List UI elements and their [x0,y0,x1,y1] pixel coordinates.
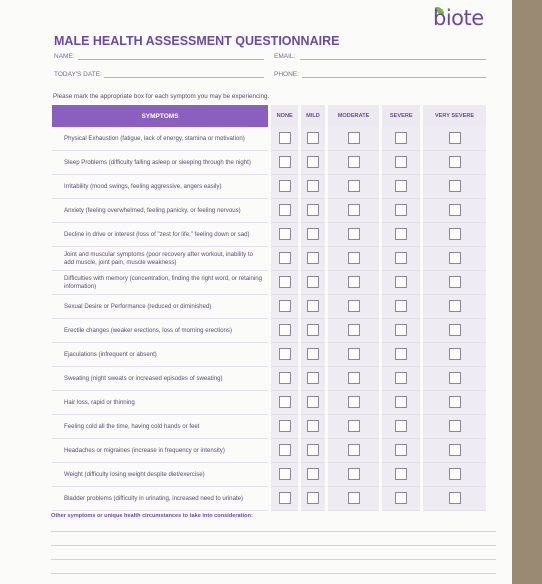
checkbox-severe[interactable] [395,444,407,456]
checkbox-mild[interactable] [307,396,319,408]
cell-mild [300,319,326,343]
name-label: NAME: [54,53,75,60]
write-in-line[interactable] [51,531,496,532]
cell-moderate [326,175,381,199]
cell-moderate [326,463,381,487]
checkbox-severe[interactable] [395,156,407,168]
checkbox-none[interactable] [279,324,291,336]
symptom-label: Sweating (night sweats or increased episodes of sweating) [52,367,270,391]
checkbox-moderate[interactable] [348,252,360,264]
cell-moderate [326,271,381,295]
checkbox-none[interactable] [279,228,291,240]
table-row [52,367,486,391]
symptom-label: Irritability (mood swings, feeling aggressive, angers easily) [52,175,270,199]
checkbox-mild[interactable] [307,180,319,192]
page-title: MALE HEALTH ASSESSMENT QUESTIONNAIRE [54,34,340,48]
cell-severe [381,463,422,487]
cell-moderate [326,439,381,463]
cell-none [270,415,300,439]
table-row [52,319,486,343]
cell-severe [381,415,422,439]
checkbox-none[interactable] [279,492,291,504]
checkbox-none[interactable] [279,444,291,456]
email-field[interactable] [300,59,486,60]
checkbox-moderate[interactable] [348,468,360,480]
cell-very-severe [422,175,486,199]
checkbox-moderate[interactable] [348,396,360,408]
checkbox-mild[interactable] [307,276,319,288]
cell-severe [381,343,422,367]
table-row [52,295,486,319]
cell-very-severe [422,415,486,439]
checkbox-mild[interactable] [307,444,319,456]
cell-severe [381,439,422,463]
cell-moderate [326,223,381,247]
cell-none [270,151,300,175]
checkbox-moderate[interactable] [348,300,360,312]
cell-severe [381,175,422,199]
checkbox-very-severe[interactable] [449,372,461,384]
checkbox-mild[interactable] [307,156,319,168]
checkbox-very-severe[interactable] [449,276,461,288]
cell-mild [300,295,326,319]
cell-none [270,247,300,271]
table-row [52,439,486,463]
checkbox-moderate[interactable] [348,348,360,360]
cell-mild [300,223,326,247]
checkbox-very-severe[interactable] [449,156,461,168]
phone-field[interactable] [302,77,486,78]
cell-mild [300,151,326,175]
checkbox-moderate[interactable] [348,228,360,240]
table-row [52,487,486,511]
cell-mild [300,271,326,295]
cell-mild [300,175,326,199]
symptom-label: Bladder problems (difficulty in urinating, increased need to urinate) [52,487,270,511]
checkbox-severe[interactable] [395,324,407,336]
cell-very-severe [422,151,486,175]
cell-severe [381,127,422,151]
cell-none [270,463,300,487]
checkbox-none[interactable] [279,156,291,168]
cell-moderate [326,151,381,175]
cell-mild [300,367,326,391]
checkbox-moderate[interactable] [348,492,360,504]
cell-none [270,367,300,391]
cell-none [270,127,300,151]
checkbox-none[interactable] [279,204,291,216]
cell-very-severe [422,271,486,295]
checkbox-severe[interactable] [395,372,407,384]
cell-very-severe [422,439,486,463]
symptom-label: Decline in drive or interest (loss of "zest for life," feeling down or sad) [52,223,270,247]
email-label: EMAIL: [274,53,296,60]
table-row [52,199,486,223]
cell-mild [300,415,326,439]
write-in-line[interactable] [51,545,496,546]
cell-severe [381,295,422,319]
checkbox-severe[interactable] [395,420,407,432]
checkbox-mild[interactable] [307,300,319,312]
cell-mild [300,391,326,415]
instructions: Please mark the appropriate box for each symptom you may be experiencing. [53,93,270,100]
checkbox-none[interactable] [279,300,291,312]
cell-severe [381,151,422,175]
col-none: NONE [270,105,300,127]
cell-mild [300,199,326,223]
cell-none [270,223,300,247]
cell-very-severe [422,343,486,367]
checkbox-severe[interactable] [395,276,407,288]
cell-mild [300,463,326,487]
brand-logo [433,6,484,30]
cell-severe [381,199,422,223]
cell-moderate [326,367,381,391]
checkbox-mild[interactable] [307,252,319,264]
table-row [52,151,486,175]
col-moderate: MODERATE [326,105,381,127]
cell-very-severe [422,127,486,151]
cell-severe [381,391,422,415]
checkbox-mild[interactable] [307,492,319,504]
col-very-severe: VERY SEVERE [422,105,486,127]
checkbox-mild[interactable] [307,468,319,480]
cell-moderate [326,295,381,319]
cell-severe [381,223,422,247]
checkbox-mild[interactable] [307,228,319,240]
symptom-label: Weight (difficulty losing weight despite diet/exercise) [52,463,270,487]
cell-very-severe [422,367,486,391]
table-row [52,343,486,367]
checkbox-very-severe[interactable] [449,132,461,144]
cell-very-severe [422,463,486,487]
table-row [52,247,486,271]
date-label: TODAY'S DATE: [54,71,102,78]
date-field[interactable] [104,77,264,78]
cell-moderate [326,415,381,439]
checkbox-mild[interactable] [307,372,319,384]
checkbox-severe[interactable] [395,132,407,144]
table-row [52,391,486,415]
symptom-table [52,105,486,511]
checkbox-mild[interactable] [307,348,319,360]
cell-none [270,175,300,199]
checkbox-severe[interactable] [395,348,407,360]
symptom-label: Anxiety (feeling overwhelmed, feeling panicky, or feeling nervous) [52,199,270,223]
checkbox-none[interactable] [279,180,291,192]
checkbox-none[interactable] [279,396,291,408]
checkbox-severe[interactable] [395,180,407,192]
cell-none [270,295,300,319]
cell-moderate [326,487,381,511]
cell-very-severe [422,391,486,415]
checkbox-very-severe[interactable] [449,300,461,312]
cell-severe [381,319,422,343]
checkbox-none[interactable] [279,252,291,264]
symptom-label: Sexual Desire or Performance (reduced or diminished) [52,295,270,319]
table-row [52,175,486,199]
cell-very-severe [422,319,486,343]
table-row [52,127,486,151]
cell-moderate [326,343,381,367]
symptom-label: Headaches or migraines (increase in frequency or intensity) [52,439,270,463]
checkbox-very-severe[interactable] [449,492,461,504]
write-in-line[interactable] [51,559,496,560]
col-mild: MILD [300,105,326,127]
table-row [52,223,486,247]
checkbox-none[interactable] [279,132,291,144]
checkbox-moderate[interactable] [348,204,360,216]
cell-mild [300,247,326,271]
checkbox-none[interactable] [279,468,291,480]
checkbox-moderate[interactable] [348,132,360,144]
checkbox-mild[interactable] [307,324,319,336]
checkbox-severe[interactable] [395,300,407,312]
checkbox-moderate[interactable] [348,276,360,288]
col-symptoms: SYMPTOMS [52,105,270,127]
cell-very-severe [422,295,486,319]
symptom-label: Joint and muscular symptoms (poor recovery after workout, inability to add muscle, joint pain, muscle weakness) [52,247,270,271]
cell-very-severe [422,487,486,511]
cell-mild [300,439,326,463]
cell-mild [300,127,326,151]
checkbox-severe[interactable] [395,492,407,504]
symptom-label: Hair loss, rapid or thinning [52,391,270,415]
cell-none [270,487,300,511]
cell-severe [381,367,422,391]
cell-severe [381,487,422,511]
table-header-row [52,105,486,127]
cell-mild [300,343,326,367]
cell-none [270,319,300,343]
cell-severe [381,247,422,271]
checkbox-very-severe[interactable] [449,204,461,216]
checkbox-mild[interactable] [307,420,319,432]
checkbox-moderate[interactable] [348,156,360,168]
table-row [52,463,486,487]
checkbox-none[interactable] [279,372,291,384]
checkbox-none[interactable] [279,420,291,432]
checkbox-moderate[interactable] [348,444,360,456]
symptom-label: Feeling cold all the time, having cold hands or feet [52,415,270,439]
checkbox-very-severe[interactable] [449,420,461,432]
checkbox-moderate[interactable] [348,324,360,336]
symptom-label: Physical Exhaustion (fatigue, lack of energy, stamina or motivation) [52,127,270,151]
cell-none [270,199,300,223]
checkbox-very-severe[interactable] [449,348,461,360]
table-row [52,271,486,295]
cell-very-severe [422,247,486,271]
checkbox-moderate[interactable] [348,420,360,432]
cell-moderate [326,391,381,415]
symptom-label: Erectile changes (weaker erections, loss of morning erections) [52,319,270,343]
checkbox-very-severe[interactable] [449,468,461,480]
checkbox-very-severe[interactable] [449,444,461,456]
phone-label: PHONE: [274,71,299,78]
cell-severe [381,271,422,295]
checkbox-none[interactable] [279,276,291,288]
checkbox-severe[interactable] [395,228,407,240]
cell-very-severe [422,199,486,223]
checkbox-very-severe[interactable] [449,324,461,336]
symptom-label: Difficulties with memory (concentration, finding the right word, or retaining information) [52,271,270,295]
other-symptoms-prompt: Other symptoms or unique health circumstances to take into consideration: [51,513,253,519]
cell-none [270,391,300,415]
table-row [52,415,486,439]
cell-none [270,343,300,367]
cell-none [270,439,300,463]
checkbox-severe[interactable] [395,468,407,480]
checkbox-severe[interactable] [395,396,407,408]
col-severe: SEVERE [381,105,422,127]
checkbox-very-severe[interactable] [449,228,461,240]
checkbox-severe[interactable] [395,252,407,264]
checkbox-moderate[interactable] [348,372,360,384]
checkbox-mild[interactable] [307,132,319,144]
brand-name: biote [433,6,484,30]
checkbox-none[interactable] [279,348,291,360]
cell-mild [300,487,326,511]
cell-none [270,271,300,295]
cell-moderate [326,127,381,151]
cell-moderate [326,247,381,271]
name-field[interactable] [78,59,264,60]
checkbox-mild[interactable] [307,204,319,216]
symptom-label: Sleep Problems (difficulty falling asleep or sleeping through the night) [52,151,270,175]
cell-moderate [326,199,381,223]
cell-very-severe [422,223,486,247]
checkbox-very-severe[interactable] [449,252,461,264]
checkbox-severe[interactable] [395,204,407,216]
write-in-line[interactable] [51,573,496,574]
checkbox-very-severe[interactable] [449,396,461,408]
checkbox-very-severe[interactable] [449,180,461,192]
cell-moderate [326,319,381,343]
symptom-label: Ejaculations (infrequent or absent) [52,343,270,367]
checkbox-moderate[interactable] [348,180,360,192]
